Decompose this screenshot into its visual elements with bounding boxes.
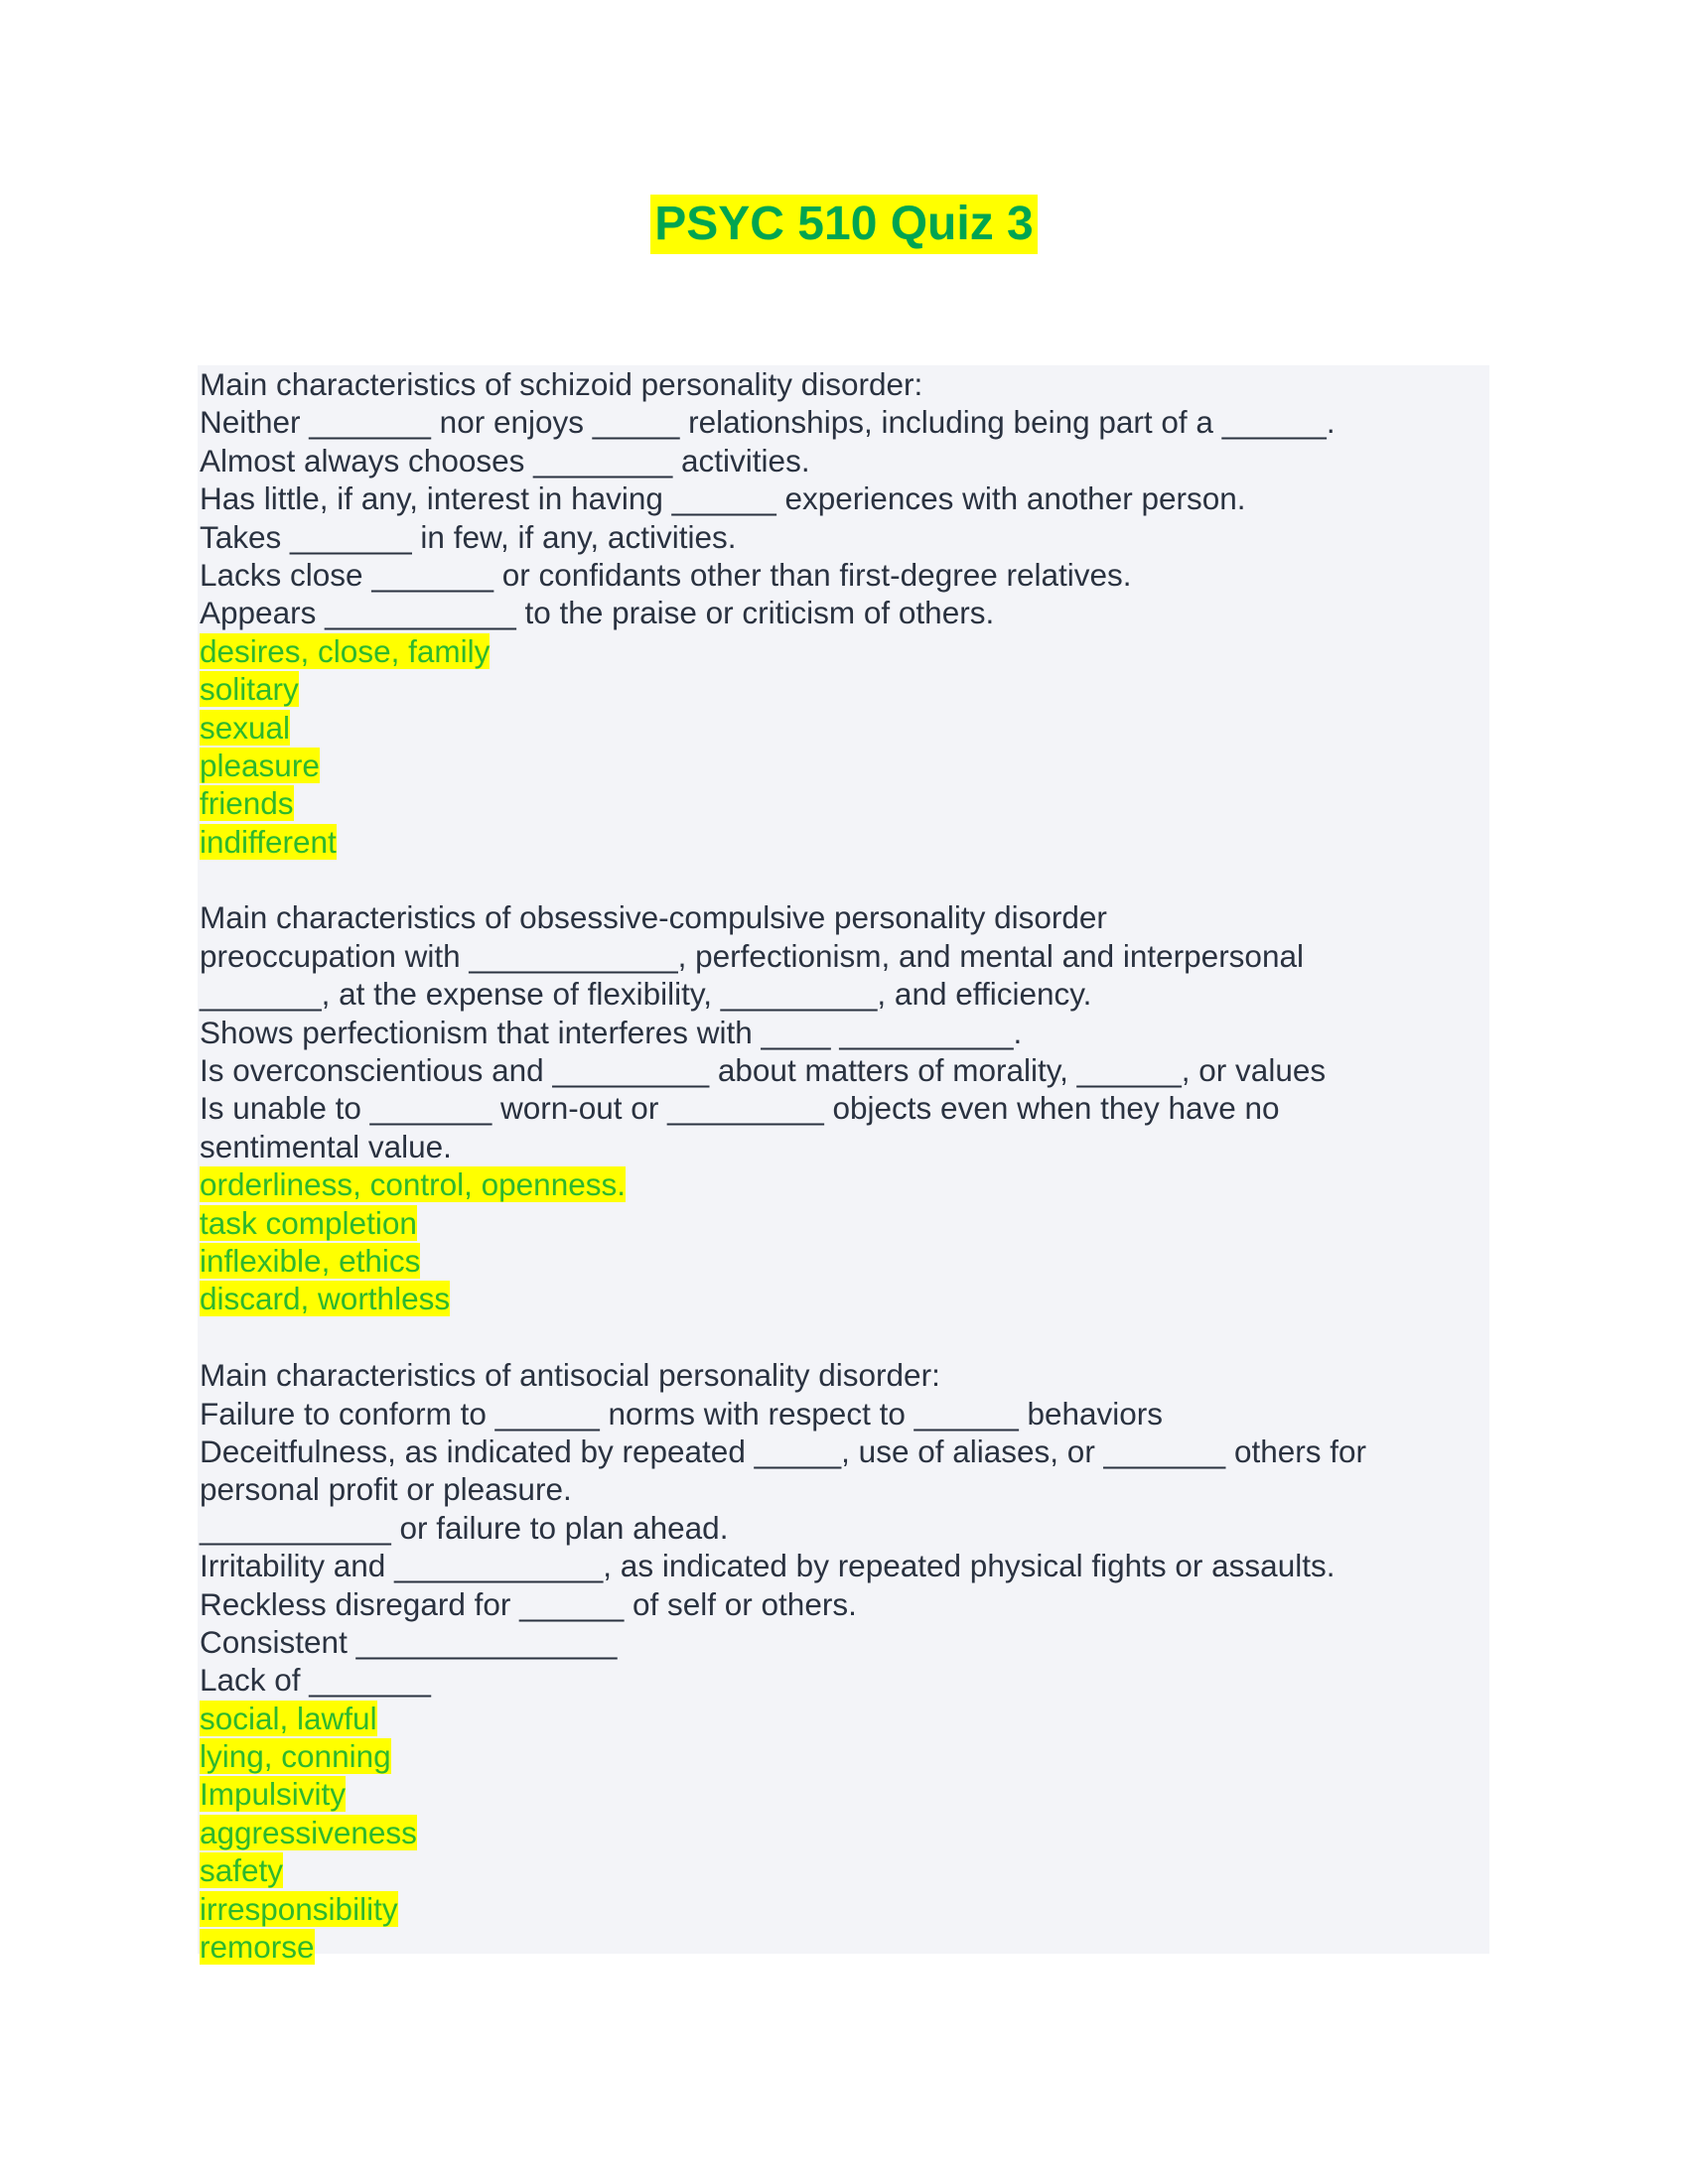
question-line: _______, at the expense of flexibility, _________, and efficiency. (200, 976, 1092, 1013)
answer-line (200, 1851, 1480, 1889)
answer-line (200, 1928, 1480, 1966)
answer-text: safety (200, 1852, 284, 1889)
answer-text: friends (200, 785, 294, 822)
question-line: Is unable to _______ worn-out or _________ objects even when they have no (200, 1090, 1280, 1127)
answer-line (200, 1700, 1480, 1737)
question-line: Has little, if any, interest in having ______ experiences with another person. (200, 480, 1246, 517)
section-spacer (200, 1318, 1480, 1356)
answer-line (200, 823, 1480, 861)
answer-text: solitary (200, 671, 299, 708)
question-line: sentimental value. (200, 1128, 452, 1164)
question-line: Shows perfectionism that interferes with ____ __________. (200, 1014, 1023, 1050)
answer-line (200, 1165, 1480, 1203)
question-line: Almost always chooses ________ activities. (200, 442, 810, 478)
question-line: Lacks close _______ or confidants other than first-degree relatives. (200, 556, 1132, 593)
answer-line (200, 1814, 1480, 1851)
answer-line (200, 632, 1480, 670)
answer-text: remorse (200, 1929, 315, 1966)
answer-line (200, 747, 1480, 784)
question-line: Neither _______ nor enjoys _____ relationships, including being part of a ______. (200, 404, 1336, 441)
answer-text: Impulsivity (200, 1776, 347, 1813)
answer-line (200, 1280, 1480, 1317)
answer-line (200, 1737, 1480, 1775)
answer-text: inflexible, ethics (200, 1242, 421, 1279)
section-heading: Main characteristics of antisocial personality disorder: (200, 1357, 940, 1394)
answer-line (200, 709, 1480, 747)
answer-line (200, 1775, 1480, 1813)
answer-text: task completion (200, 1204, 417, 1241)
section-spacer (200, 861, 1480, 898)
answer-text: aggressiveness (200, 1814, 417, 1850)
answer-text: sexual (200, 709, 291, 746)
question-line: Reckless disregard for ______ of self or others. (200, 1585, 857, 1622)
section-schizoid (200, 365, 1480, 861)
section-heading: Main characteristics of obsessive-compulsive personality disorder (200, 899, 1107, 936)
question-line: Is overconscientious and _________ about matters of morality, ______, or values (200, 1052, 1327, 1089)
answer-text: orderliness, control, openness. (200, 1166, 626, 1203)
answer-line (200, 784, 1480, 822)
quiz-content (200, 365, 1480, 1966)
question-line: Takes _______ in few, if any, activities. (200, 518, 737, 555)
question-line: ___________ or failure to plan ahead. (200, 1509, 729, 1546)
answer-text: desires, close, family (200, 632, 491, 669)
question-line: Deceitfulness, as indicated by repeated _____, use of aliases, or _______ others for (200, 1433, 1367, 1469)
section-heading: Main characteristics of schizoid personality disorder: (200, 366, 923, 402)
answer-line (200, 670, 1480, 708)
question-line: Consistent _______________ (200, 1623, 618, 1660)
question-line: personal profit or pleasure. (200, 1471, 572, 1508)
answer-text: lying, conning (200, 1738, 391, 1775)
answer-text: irresponsibility (200, 1890, 398, 1927)
answer-text: indifferent (200, 823, 337, 860)
answer-text: pleasure (200, 747, 320, 783)
page-title: PSYC 510 Quiz 3 (650, 195, 1038, 254)
answer-line (200, 1890, 1480, 1928)
section-obsessive-compulsive (200, 898, 1480, 1317)
answer-text: discard, worthless (200, 1281, 451, 1317)
question-line: Appears ___________ to the praise or criticism of others. (200, 595, 995, 631)
question-line: Lack of _______ (200, 1662, 431, 1699)
page-title-wrap (0, 195, 1688, 254)
answer-line (200, 1242, 1480, 1280)
question-line: Failure to conform to ______ norms with respect to ______ behaviors (200, 1395, 1164, 1432)
answer-line (200, 1204, 1480, 1242)
answer-text: social, lawful (200, 1700, 377, 1736)
question-line: preoccupation with ____________, perfectionism, and mental and interpersonal (200, 937, 1304, 974)
section-antisocial (200, 1356, 1480, 1966)
question-line: Irritability and ____________, as indicated by repeated physical fights or assaults. (200, 1548, 1336, 1584)
